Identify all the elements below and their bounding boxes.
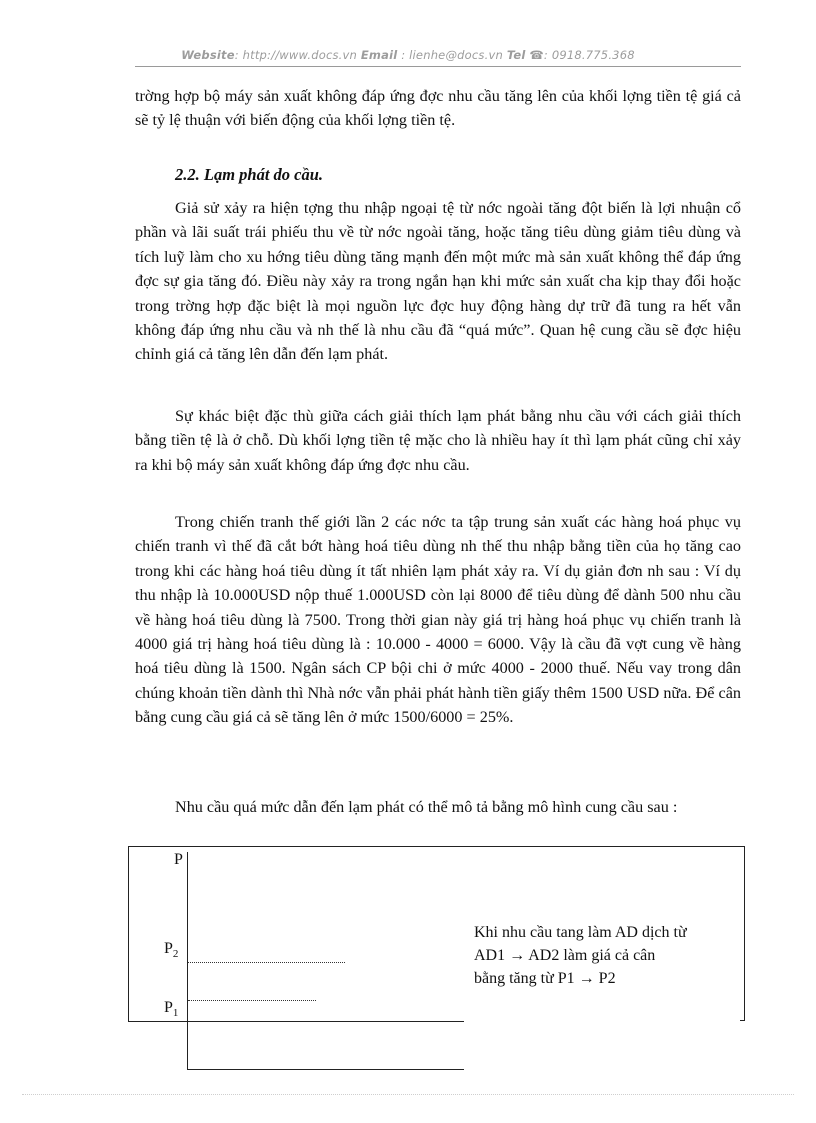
website-label: Website: [181, 48, 235, 62]
paragraph-demand-inflation: Giả sử xảy ra hiện tợng thu nhập ngoại tệ từ nớc ngoài tăng đột biến là lợi nhuận cổ phần và lãi suất trái phiếu thu về từ nớc ngoài tăng, hoặc tăng tiêu dùng giảm tiêu dùng và tích luỹ làm cho xu hớng tiêu dùng tăng mạnh đến một mức mà sản xuất không thể đáp ứng đợc sự gia tăng đó. Điều này xảy ra trong ngắn hạn khi mức sản xuất cha kịp thay đổi hoặc trong trờng hợp đặc biệt là mọi nguồn lực đợc huy động hàng dự trữ đã tung ra hết vẫn không đáp ứng nhu cầu và nh thế là nhu cầu đã “quá mức”. Quan hệ cung cầu sẽ đợc hiệu chỉnh giá cả tăng lên dẫn đến lạm phát.: [135, 199, 741, 364]
quantity-axis: [187, 1069, 464, 1070]
price-axis-label: P: [174, 851, 183, 868]
figure-frame-corner: [740, 1020, 745, 1021]
caption-line-1: Khi nhu cầu tang làm AD dịch từ: [474, 924, 687, 941]
paragraph-war-example: Trong chiến tranh thế giới lần 2 các nớc ta tập trung sản xuất các hàng hoá phục vụ chiến tranh vì thế đã cắt bớt hàng hoá tiêu dùng nh thế thu nhập bằng tiền của họ tăng cao trong khi các hàng hoá tiêu dùng ít tất nhiên lạm phát xảy ra. Ví dụ giản đơn nh sau : Ví dụ thu nhập là 10.000USD nộp thuế 1.000USD còn lại 8000 để tiêu dùng để dành 500 nhu cầu về hàng hoá tiêu dùng là 7500. Trong thời gian này giá trị hàng hoá phục vụ chiến tranh là 4000 giá trị hàng hoá tiêu dùng là : 10.000 - 4000 = 6000. Vậy là cầu đã vợt cung về hàng hoá tiêu dùng là 1500. Ngân sách CP bội chi ở mức 4000 - 2000 thuế. Nếu vay trong dân chúng khoản tiền dành thì Nhà nớc vẫn phải phát hành tiền giấy thêm 1500 USD nữa. Để cân bằng cung cầu giá cả sẽ tăng lên ở mức 1500/6000 = 25%.: [135, 513, 741, 727]
paragraph-continuation: trờng hợp bộ máy sản xuất không đáp ứng đợc nhu cầu tăng lên của khối lợng tiền tệ giá cả sẽ tỷ lệ thuận với biến động của khối lợng tiền tệ.: [135, 87, 741, 130]
figure-frame-bottom: [128, 1021, 464, 1022]
page-bottom-divider: [22, 1094, 794, 1095]
paragraph-model-intro: Nhu cầu quá mức dẫn đến lạm phát có thể mô tả bằng mô hình cung cầu sau :: [175, 798, 678, 816]
header-divider: [135, 66, 741, 67]
caption-line-3: bằng tăng từ P1 → P2: [474, 970, 616, 987]
email-label: Email: [360, 48, 398, 62]
p1-guide-line: [188, 1000, 316, 1001]
paragraph-difference: Sự khác biệt đặc thù giữa cách giải thích lạm phát bằng nhu cầu với cách giải thích bằng tiền tệ là ở chỗ. Dù khối lợng tiền tệ mặc cho là nhiều hay ít thì lạm phát cũng chỉ xảy ra khi bộ máy sản xuất không đáp ứng đợc nhu cầu.: [135, 407, 741, 474]
page-header: [0, 48, 816, 62]
email-value: : lienhe@docs.vn: [397, 48, 503, 62]
caption-line-2: AD1 → AD2 làm giá cả cân: [474, 947, 656, 964]
website-value: : http://www.docs.vn: [234, 48, 358, 62]
figure-caption: [474, 921, 739, 990]
p1-label: $P_1$: [164, 999, 179, 1020]
price-axis: [187, 852, 188, 1070]
tel-value: ☎: 0918.775.368: [525, 48, 635, 62]
p2-guide-line: [188, 962, 345, 963]
p2-label: $P_2$: [164, 940, 179, 961]
section-heading: 2.2. Lạm phát do cầu.: [175, 165, 324, 184]
tel-label: Tel: [506, 48, 526, 62]
